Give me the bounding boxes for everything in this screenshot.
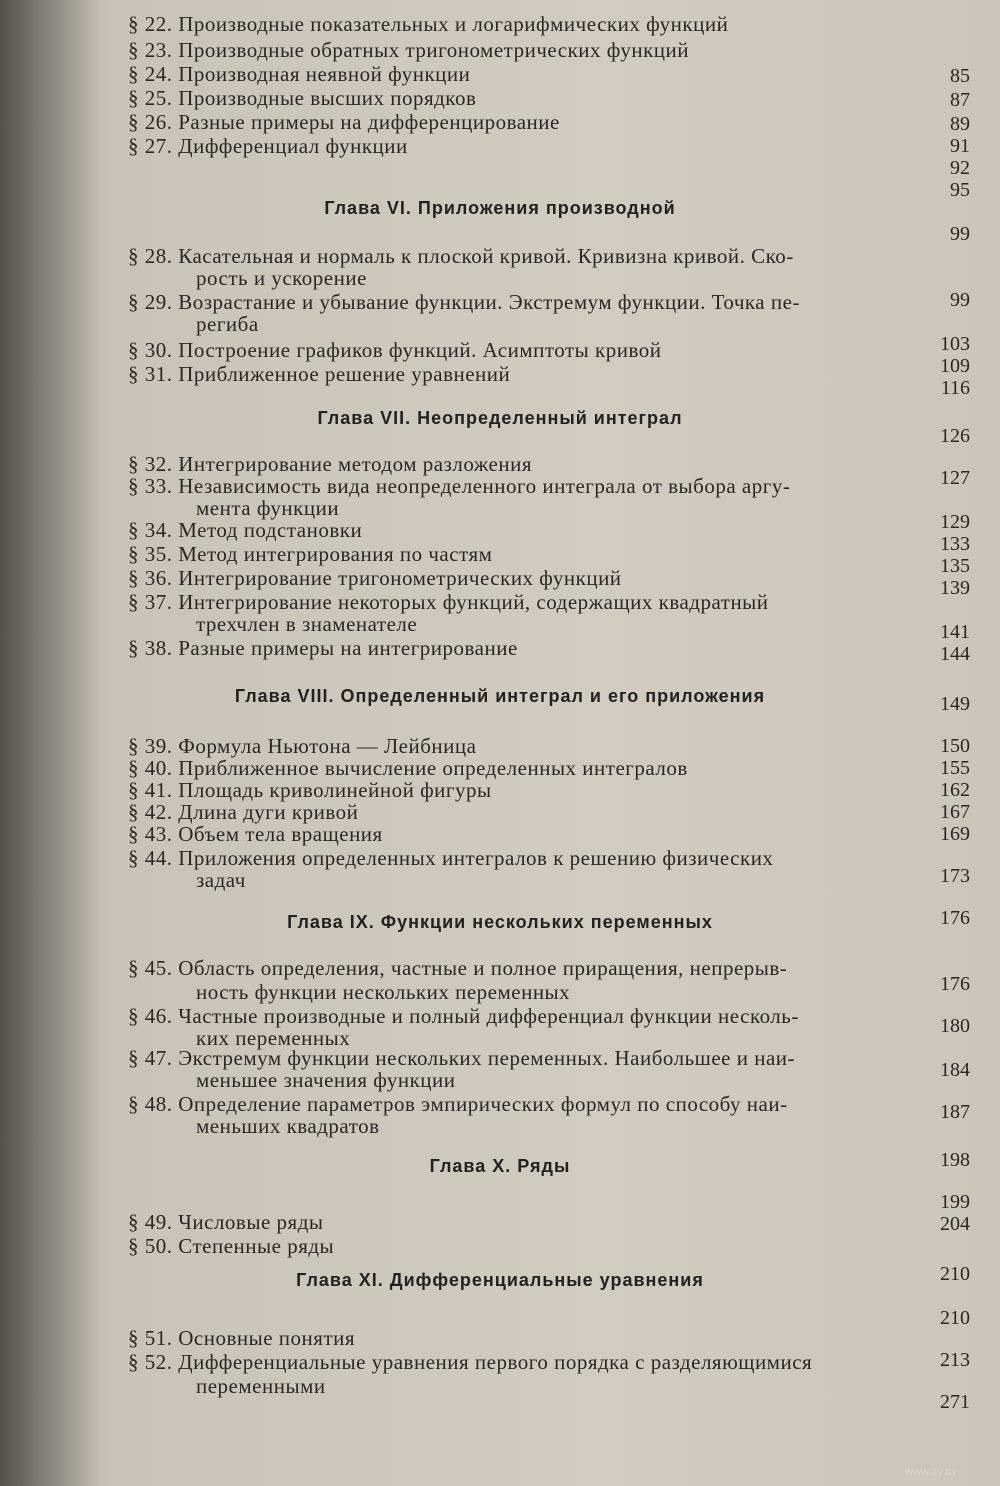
- page-number: 180: [940, 1015, 970, 1037]
- page-number: 162: [940, 779, 970, 801]
- page-number: 204: [940, 1213, 970, 1235]
- section-title-continuation: меньшее значения функции: [196, 1068, 456, 1092]
- page-number: 95: [950, 179, 970, 201]
- toc-line: [0, 110, 1000, 134]
- toc-line: [0, 1004, 1000, 1028]
- section-title-continuation: трехчлен в знаменателе: [196, 612, 418, 636]
- toc-line: [0, 496, 1000, 520]
- toc-line: [0, 590, 1000, 614]
- page-number: 167: [940, 801, 970, 823]
- section-title-continuation: рость и ускорение: [196, 266, 367, 290]
- toc-line: [0, 12, 1000, 36]
- section-title: § 23. Производные обратных тригонометрических функций: [128, 38, 689, 62]
- page-number: 173: [940, 865, 970, 887]
- toc-line: [0, 734, 1000, 758]
- page-number: 184: [940, 1059, 970, 1081]
- toc-line: [0, 566, 1000, 590]
- section-title-continuation: ких переменных: [196, 1026, 351, 1050]
- section-title: § 50. Степенные ряды: [128, 1234, 335, 1258]
- section-title: § 34. Метод подстановки: [128, 518, 363, 542]
- toc-line: [0, 846, 1000, 870]
- page-number: 141: [940, 621, 970, 643]
- toc-line: [0, 1092, 1000, 1116]
- toc-line: [0, 612, 1000, 636]
- page-number: 92: [950, 157, 970, 179]
- section-title: § 45. Область определения, частные и полное приращения, непрерыв-: [128, 956, 788, 980]
- section-title: § 42. Длина дуги кривой: [128, 800, 359, 824]
- toc-line: [0, 1234, 1000, 1258]
- section-title-continuation: переменными: [196, 1374, 326, 1398]
- toc-line: [0, 1114, 1000, 1138]
- section-title: § 39. Формула Ньютона — Лейбница: [128, 734, 477, 758]
- section-title: § 28. Касательная и нормаль к плоской кривой. Кривизна кривой. Ско-: [128, 244, 794, 268]
- page-number: 187: [940, 1101, 970, 1123]
- toc-line: [0, 474, 1000, 498]
- page-number: 127: [940, 467, 970, 489]
- section-title: § 48. Определение параметров эмпирических формул по способу наи-: [128, 1092, 788, 1116]
- section-title: § 30. Построение графиков функций. Асимптоты кривой: [128, 338, 662, 362]
- toc-line: [0, 362, 1000, 386]
- section-title: § 33. Независимость вида неопределенного интеграла от выбора аргу-: [128, 474, 791, 498]
- toc-line: [0, 62, 1000, 86]
- page-number: 89: [950, 113, 970, 135]
- chapter-heading: Глава X. Ряды: [429, 1156, 571, 1176]
- section-title: § 26. Разные примеры на дифференцирование: [128, 110, 560, 134]
- section-title: § 49. Числовые ряды: [128, 1210, 324, 1234]
- toc-line: [0, 134, 1000, 158]
- section-title: § 27. Дифференциал функции: [128, 134, 408, 158]
- section-title: § 32. Интегрирование методом разложения: [128, 452, 533, 476]
- section-title: § 46. Частные производные и полный дифференциал функции несколь-: [128, 1004, 799, 1028]
- page-number: 103: [940, 333, 970, 355]
- chapter-heading: Глава VII. Неопределенный интеграл: [317, 408, 683, 428]
- section-title: § 29. Возрастание и убывание функции. Экстремум функции. Точка пе-: [128, 290, 800, 314]
- page-number: 210: [940, 1307, 970, 1329]
- page-number: 199: [940, 1191, 970, 1213]
- toc-line: [0, 266, 1000, 290]
- toc-line: [0, 778, 1000, 802]
- page-number: 135: [940, 555, 970, 577]
- page-number: 109: [940, 355, 970, 377]
- section-title-continuation: региба: [196, 312, 259, 336]
- page-number: 150: [940, 735, 970, 757]
- chapter-heading: Глава VIII. Определенный интеграл и его приложения: [234, 686, 766, 706]
- page-number: 169: [940, 823, 970, 845]
- section-title: § 51. Основные понятия: [128, 1326, 356, 1350]
- toc-line: [0, 800, 1000, 824]
- section-title-continuation: задач: [196, 868, 246, 892]
- toc-line: [0, 38, 1000, 62]
- page-number: 155: [940, 757, 970, 779]
- page-number: 176: [940, 973, 970, 995]
- section-title: § 31. Приближенное решение уравнений: [128, 362, 511, 386]
- page-number: 144: [940, 643, 970, 665]
- page-number: 149: [940, 693, 970, 715]
- page-number: 87: [950, 89, 970, 111]
- section-title: § 38. Разные примеры на интегрирование: [128, 636, 518, 660]
- toc-line: [0, 868, 1000, 892]
- section-title: § 52. Дифференциальные уравнения первого порядка с разделяющимися: [128, 1350, 813, 1374]
- toc-line: [0, 1210, 1000, 1234]
- section-title-continuation: мента функции: [196, 496, 340, 520]
- toc-line: [0, 822, 1000, 846]
- page-number: 176: [940, 907, 970, 929]
- toc-line: [0, 756, 1000, 780]
- watermark: www.ay.by: [905, 1466, 957, 1478]
- toc-line: [0, 636, 1000, 660]
- page-number: 85: [950, 65, 970, 87]
- page-number: 126: [940, 425, 970, 447]
- chapter-heading: Глава XI. Дифференциальные уравнения: [296, 1270, 704, 1290]
- section-title: § 24. Производная неявной функции: [128, 62, 471, 86]
- toc-line: [0, 956, 1000, 980]
- chapter-heading: Глава IX. Функции нескольких переменных: [287, 912, 713, 932]
- page-number: 210: [940, 1263, 970, 1285]
- section-title: § 43. Объем тела вращения: [128, 822, 383, 846]
- page-number: 129: [940, 511, 970, 533]
- page-number: 99: [950, 289, 970, 311]
- toc-line: [0, 518, 1000, 542]
- toc-line: [0, 1374, 1000, 1398]
- section-title: § 35. Метод интегрирования по частям: [128, 542, 493, 566]
- toc-line: [0, 312, 1000, 336]
- chapter-heading: Глава VI. Приложения производной: [324, 198, 676, 218]
- section-title: § 25. Производные высших порядков: [128, 86, 477, 110]
- section-title: § 47. Экстремум функции нескольких переменных. Наибольшее и наи-: [128, 1046, 796, 1070]
- section-title: § 37. Интегрирование некоторых функций, содержащих квадратный: [128, 590, 769, 614]
- toc-line: [0, 1068, 1000, 1092]
- toc-line: [0, 290, 1000, 314]
- section-title-continuation: меньших квадратов: [196, 1114, 380, 1138]
- toc-line: [0, 542, 1000, 566]
- toc-line: [0, 1350, 1000, 1374]
- section-title: § 22. Производные показательных и логарифмических функций: [128, 12, 729, 36]
- page-number: 99: [950, 223, 970, 245]
- page-number: 139: [940, 577, 970, 599]
- section-title: § 36. Интегрирование тригонометрических функций: [128, 566, 622, 590]
- toc-line: [0, 980, 1000, 1004]
- toc-line: [0, 452, 1000, 476]
- page-number: 271: [940, 1391, 970, 1413]
- page-number: 213: [940, 1349, 970, 1371]
- toc-line: [0, 1046, 1000, 1070]
- toc-line: [0, 1326, 1000, 1350]
- toc-line: [0, 338, 1000, 362]
- page-number: 91: [950, 135, 970, 157]
- section-title: § 40. Приближенное вычисление определенных интегралов: [128, 756, 688, 780]
- page-number: 116: [940, 377, 970, 399]
- toc-line: [0, 86, 1000, 110]
- page-number: 198: [940, 1149, 970, 1171]
- section-title: § 41. Площадь криволинейной фигуры: [128, 778, 492, 802]
- page-number: 133: [940, 533, 970, 555]
- section-title: § 44. Приложения определенных интегралов к решению физических: [128, 846, 774, 870]
- toc-line: [0, 244, 1000, 268]
- section-title-continuation: ность функции нескольких переменных: [196, 980, 571, 1004]
